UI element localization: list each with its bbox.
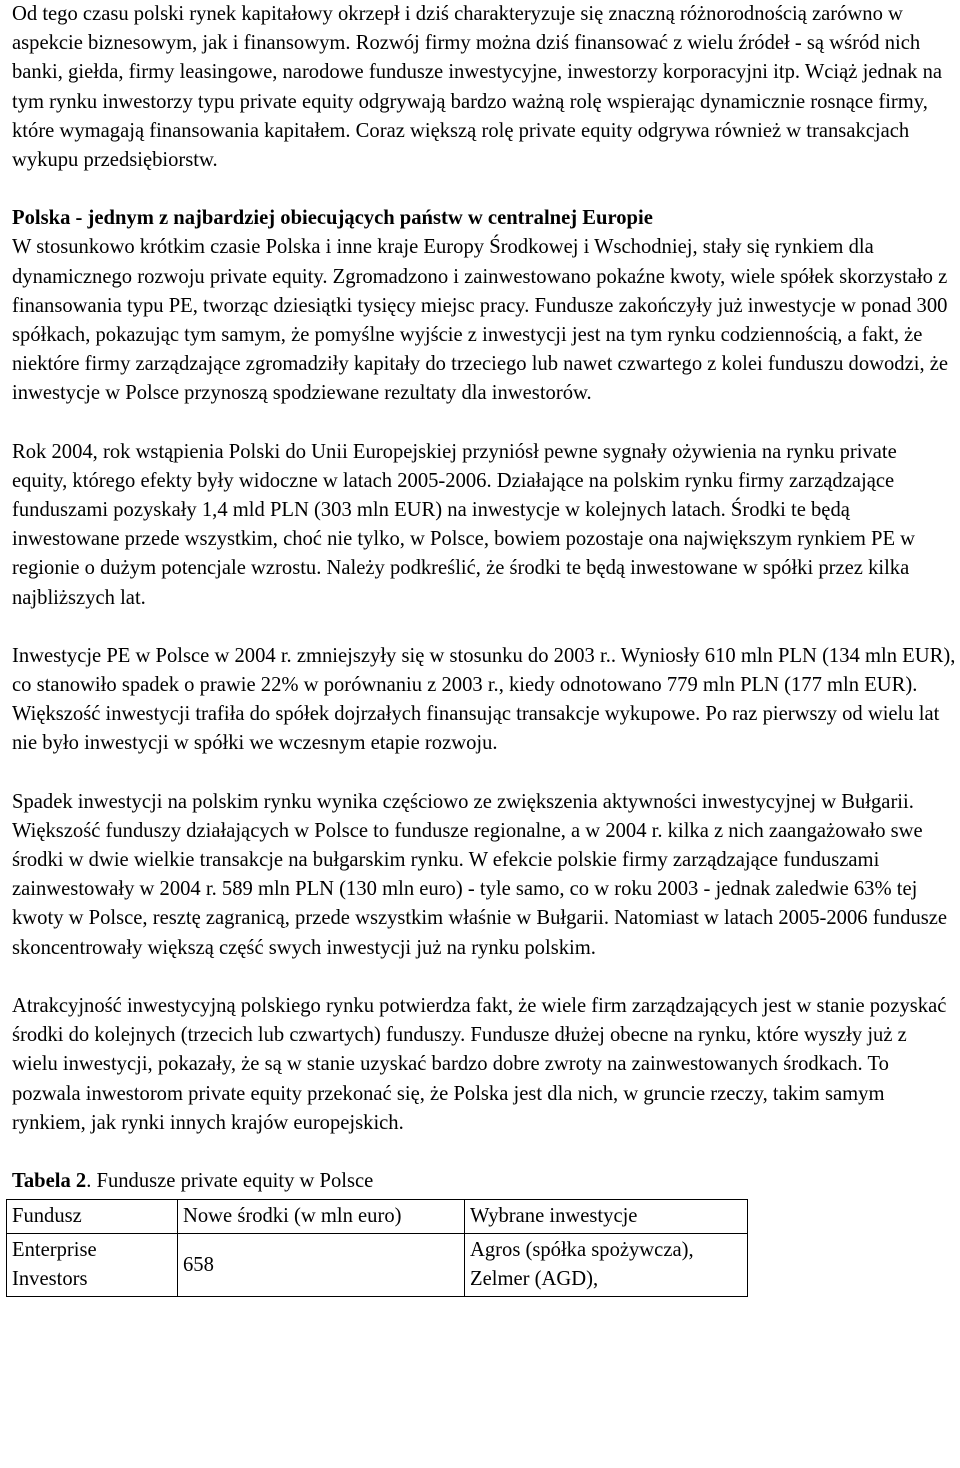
paragraph-attractiveness: Atrakcyjność inwestycyjną polskiego rynku potwierdza fakt, że wiele firm zarządzających jest w stanie pozyskać środki do kolejnych (trzecich lub czwartych) funduszy. Fundusze dłużej obecne na rynku, które wyszły już z wielu inwestycji, pokazały, że są w stanie uzyskać bardzo dobre zwroty na zainwestowanych środkach. To pozwala inwestorom private equity przekonać się, że Polska jest dla nich, w gruncie rzeczy, takim samym rynkiem, jak rynki innych krajów europejskich. [12, 994, 947, 1134]
table-caption-text: . Fundusze private equity w Polsce [86, 1169, 374, 1192]
table-header-row [7, 1200, 748, 1234]
paragraph-gap [12, 613, 956, 642]
paragraph-gap [12, 409, 956, 438]
funds-table [6, 1199, 748, 1297]
paragraph-gap [12, 175, 956, 204]
table-cell-investments: Agros (spółka spożywcza), Zelmer (AGD), [465, 1234, 748, 1297]
table-header-cell: Wybrane inwestycje [465, 1200, 748, 1234]
table-cell-amount: 658 [178, 1234, 465, 1297]
paragraph-2004-eu: Rok 2004, rok wstąpienia Polski do Unii Europejskiej przyniósł pewne sygnały ożywienia na rynku private equity, którego efekty były widoczne w latach 2005-2006. Działające na polskim rynku firmy zarządzające funduszami pozyskały 1,4 mld PLN (303 mln EUR) na inwestycje w kolejnych latach. Środki te będą inwestowane przede wszystkim, choć nie tylko, w Polsce, bowiem pozostaje ona największym rynkiem PE w regionie o dużym potencjale wzrostu. Należy podkreślić, że środki te będą inwestowane w spółki przez kilka najbliższych lat. [12, 440, 916, 609]
table-header-cell: Fundusz [7, 1200, 178, 1234]
paragraph-gap [12, 759, 956, 788]
paragraph-investment-decline: Spadek inwestycji na polskim rynku wynika częściowo ze zwiększenia aktywności inwestycyjnej w Bułgarii. Większość funduszy działających w Polsce to fundusze regionalne, a w 2004 r. kilka z nich zaangażowało swe środki w dwie wielkie transakcje na bułgarskim rynku. W efekcie polskie firmy zarządzające funduszami zainwestowały w 2004 r. 589 mln PLN (130 mln euro) - tyle samo, co w roku 2003 - jednak zaledwie 63% tej kwoty w Polsce, resztę zagranicą, przede wszystkim właśnie w Bułgarii. Natomiast w latach 2005-2006 fundusze skoncentrowały większą część swych inwestycji już na rynku polskim. [12, 790, 948, 959]
table-cell-fund: Enterprise Investors [7, 1234, 178, 1297]
section-heading: Polska - jednym z najbardziej obiecujących państw w centralnej Europie [12, 207, 653, 230]
paragraph-pe-investments-2004: Inwestycje PE w Polsce w 2004 r. zmniejszyły się w stosunku do 2003 r.. Wyniosły 610 mln PLN (134 mln EUR), co stanowiło spadek o prawie 22% w porównaniu z 2003 r., kiedy odnotowano 779 mln PLN (177 mln EUR). Większość inwestycji trafiła do spółek dojrzałych finansując transakcje wykupowe. Po raz pierwszy od wielu lat nie było inwestycji w spółki we wczesnym etapie rozwoju. [12, 644, 956, 755]
paragraph-poland-promising [12, 204, 956, 408]
paragraph-poland-promising-text: W stosunkowo krótkim czasie Polska i inne kraje Europy Środkowej i Wschodniej, stały się rynkiem dla dynamicznego rozwoju private equity. Zgromadzono i zainwestowano pokaźne kwoty, wiele spółek skorzystało z finansowania typu PE, tworząc dziesiątki tysięcy miejsc pracy. Fundusze zakończyły już inwestycje w ponad 300 spółkach, pokazując tym samym, że pomyślne wyjście z inwestycji jest na tym rynku codziennością, a fakt, że niektóre firmy zarządzające zgromadziły kapitały do trzeciego lub nawet czwartego z kolei funduszu dowodzi, że inwestycje w Polsce przynoszą spodziewane rezultaty dla inwestorów. [12, 236, 949, 405]
paragraph-intro: Od tego czasu polski rynek kapitałowy okrzepł i dziś charakteryzuje się znaczną różnorodnością zarówno w aspekcie biznesowym, jak i finansowym. Rozwój firmy można dziś finansować z wielu źródeł - są wśród nich banki, giełda, firmy leasingowe, narodowe fundusze inwestycyjne, inwestorzy korporacyjni itp. Wciąż jednak na tym rynku inwestorzy typu private equity odgrywają bardzo ważną rolę wspierając dynamicznie rosnące firmy, które wymagają finansowania kapitałem. Coraz większą rolę private equity odgrywa również w transakcjach wykupu przedsiębiorstw. [12, 3, 943, 172]
table-caption [12, 1167, 956, 1196]
document-page [12, 0, 956, 1297]
table-caption-label: Tabela 2 [12, 1169, 87, 1192]
table-row [7, 1234, 748, 1297]
table-header-cell: Nowe środki (w mln euro) [178, 1200, 465, 1234]
paragraph-gap [12, 963, 956, 992]
paragraph-gap [12, 1138, 956, 1167]
